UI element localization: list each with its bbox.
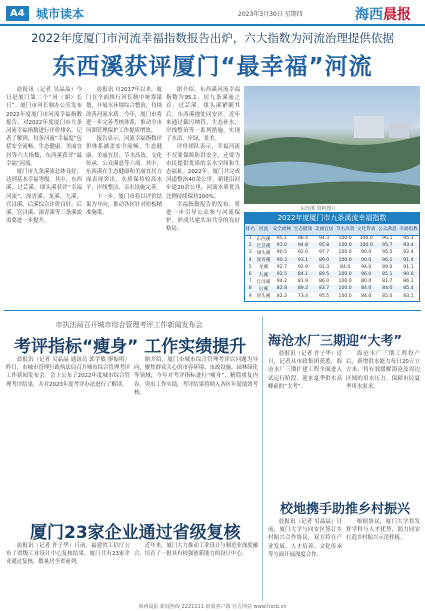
table-cell: 90.0 <box>356 257 377 264</box>
table-cell: 后溪 <box>256 285 272 292</box>
article2-column-2 <box>134 356 258 506</box>
table-cell: 100.0 <box>335 271 356 278</box>
article3-headline: 厦门23家企业通过省级复核 <box>30 523 241 543</box>
table-cell: 81.9 <box>297 279 309 285</box>
table-cell: 83.7 <box>314 285 335 292</box>
table-cell: 9 <box>248 293 252 299</box>
table-cell: 95.1 <box>276 236 288 242</box>
table-row <box>245 249 419 256</box>
table-cell: 7 <box>248 279 252 285</box>
table-cell: 97.7 <box>318 250 330 256</box>
article5-column-1 <box>268 518 342 600</box>
table-cell: 96.1 <box>377 257 398 264</box>
page-header <box>0 0 425 26</box>
page-footer: 海西晨报 新闻热线 2221111 新闻客户端 官方网站 www.hxcb.cn <box>138 604 287 610</box>
table-cell: 95.8 <box>314 242 335 249</box>
table-cell: 91.1 <box>403 264 414 270</box>
article4-column-1 <box>268 350 342 492</box>
section-title: 城市读本 <box>36 7 85 21</box>
table-cell: 91.3 <box>318 264 330 270</box>
table-cell: 深青溪 <box>256 258 271 264</box>
table-row <box>245 257 419 264</box>
table-cell: 100.0 <box>335 257 356 264</box>
table-cell: 5 <box>248 264 252 270</box>
main-column-2 <box>86 86 162 306</box>
table-header-cell: 排名 <box>245 224 256 235</box>
table-title: 2022年度厦门市九条溪流幸福指数 <box>245 213 419 224</box>
table-cell: 90.0 <box>361 250 372 256</box>
main-kicker: 2022年度厦门市河流幸福指数报告出炉，六大指数为河流治理提供依据 <box>31 31 394 45</box>
table-header-cell: 节水高效 <box>335 224 356 235</box>
table-cell: 89.0 <box>382 264 393 270</box>
paragraph: 晨报讯（记者 吴晶晶）今日是厦门第二个“河（湖）长日”。厦门市河长制办公室发布2022年度厦门市河流幸福指数报告，对2022年度厦门市九条河流幸福指数进行评价排名。记者了解到，每条河流“幸福度”包括安全流畅、生态健康、美丽宜居等六大指数，东西溪获评“最幸福”河流。 <box>6 87 82 167</box>
paragraph: 下一步，厦门市将以评价结果为导向，推动各区针对短板精准施策。 <box>86 193 162 217</box>
table-cell: 73.4 <box>297 293 309 299</box>
table-cell: 83.1 <box>403 293 414 299</box>
table-header-cell: 公众满意 <box>377 224 398 235</box>
table-cell: 92.9 <box>297 264 309 270</box>
table-row <box>245 235 419 242</box>
table-cell: 91.0 <box>271 242 292 249</box>
table-cell: 92.7 <box>276 264 288 270</box>
paragraph: 近年来，厦门大力推动工业设计与制造业深度融合，培育了一批具有较强创新能力的设计中心。 <box>134 543 258 558</box>
paragraph: 晨报讯（记者 吴晶晶）日前，厦门大学与同安区签订乡村振兴合作协议，双方将在产业发展、人才培养、文化传承等方面开展深度合作。 <box>268 519 342 558</box>
table-cell: 96.0 <box>356 271 377 278</box>
article3-column-1 <box>6 542 130 600</box>
table-cell: 96.4 <box>297 236 309 242</box>
table-cell: 89.0 <box>314 257 335 264</box>
paragraph: 厦门市九条溪流总体良好，达到基本幸福等级。其中，东西溪、过芸溪、埭头溪获评“幸福河流”，深青溪、龙溪、九溪、官浔溪、后溪综合评价良好，后溪、官浔溪、深青溪等三条溪流需要进一步提升。 <box>6 169 82 225</box>
table-cell: 100.0 <box>356 242 377 249</box>
table-cell: 官浔溪 <box>256 279 271 285</box>
table-cell: 瑶头溪 <box>256 294 271 300</box>
table-cell: 8 <box>245 285 256 292</box>
paragraph: 幸福指数报告的发布，将进一步引导公众参与河流保护，形成共建共治共享的良好格局。 <box>166 201 240 233</box>
table-row <box>245 285 419 292</box>
paragraph: 据介绍，厦门市城市综合管理考评以问题为导向，聚焦群众关心的市容环境、市政设施、园林绿化等领域，今年对考评指标进行“瘦身”，精简重复内容，突出工作实绩。考评结果将纳入各区年度绩效考核。 <box>134 357 258 396</box>
paragraph: 晨报讯（记者 吴晶晶 通讯员 郭学敏 廖振明）昨日，市城市管理行政执法局召开城市综合管理考评工作新闻发布会。会上公布了2022年度城市综合管理考评结果，并对2023年度考评办法进行了解读。 <box>6 357 130 388</box>
table-header-cell: 美丽宜居 <box>314 224 335 235</box>
table-cell: 84.0 <box>361 293 372 299</box>
article3-column-2 <box>134 542 258 600</box>
table-cell: 东西溪 <box>256 236 271 242</box>
table-cell: 90.5 <box>276 250 288 256</box>
section-divider <box>4 310 421 311</box>
table-cell: 4 <box>245 257 256 264</box>
table-header-cell: 生态健康 <box>292 224 313 235</box>
main-column-3 <box>166 86 240 306</box>
table-cell: 100.0 <box>335 285 356 292</box>
table-cell: 95.5 <box>382 250 393 256</box>
table-cell: 84.0 <box>356 285 377 292</box>
paragraph: 海沧水厂三期工程投产后，新增供水能力每日20万立方米，将有效缓解海沧及周边区域的用水压力，保障市民夏季用水需求。 <box>346 351 420 390</box>
paragraph: 晨报讯 自2017年以来，厦门在全面推行河长制中统筹谋划，开展水环境综合整治，持续改善河流水质。今年，厦门市将进一步完善考核体系，推动全市河湖管理保护工作提质增效。 <box>86 87 162 135</box>
table-row <box>245 264 419 271</box>
article5-column-2 <box>346 518 420 600</box>
table-row <box>245 242 419 249</box>
table-cell: 1 <box>248 236 252 242</box>
table-cell: 90.0 <box>398 271 419 278</box>
table-cell: 100.0 <box>338 279 352 285</box>
table-cell: 95.5 <box>318 293 330 299</box>
table-row <box>245 278 419 285</box>
table-cell: 84.0 <box>377 285 398 292</box>
table-cell: 85.1 <box>377 271 398 278</box>
paragraph: 报告显示，河流幸福指数评价体系涵盖安全流畅、生态健康、美丽宜居、节水高效、文化传承、公众满意等六项。其中，东西溪在生态健康和美丽宜居方面表现突出，水质保持较高水平，岸线整洁、亲水设施完善。 <box>86 136 162 192</box>
table-cell: 2 <box>245 242 256 249</box>
main-column-1 <box>6 86 82 306</box>
river-photo-graphic <box>244 86 420 204</box>
paragraph: 据介绍，东西溪河流幸福指数为95.1，居九条溪流之首；过芸溪、埭头溪紧随其后。东西溪地处同安区，近年来通过截污纳管、生态补水、岸线整治等一系列措施，实现了水清、岸绿、景美。 <box>166 87 240 143</box>
table-cell: 94.3 <box>318 236 330 242</box>
article4-column-2 <box>346 350 420 492</box>
table-cell: 84.1 <box>292 271 313 278</box>
table-cell: 90.3 <box>271 257 292 264</box>
article2-column-1 <box>6 356 130 506</box>
table-header-cell: 文化传承 <box>356 224 377 235</box>
table-cell: 95.3 <box>403 236 414 242</box>
table-cell: 92.5 <box>271 271 292 278</box>
table-header-cell: 幸福指数 <box>398 224 419 235</box>
table-cell: 82.8 <box>271 285 292 292</box>
table-cell: 81.7 <box>382 279 393 285</box>
index-table <box>245 224 419 300</box>
table-cell: 100.0 <box>335 242 356 249</box>
table-cell: 100.0 <box>359 236 373 242</box>
table-cell: 92.0 <box>297 250 309 256</box>
table-cell: 82.2 <box>276 293 288 299</box>
article2-kicker: 市执法局召开城市综合管理考评工作新闻发布会 <box>55 321 203 329</box>
table-cell: 3 <box>248 250 252 256</box>
column-divider <box>262 316 263 601</box>
table-row <box>245 293 419 300</box>
table-cell: 92.4 <box>403 250 414 256</box>
table-header-cell: 河流 <box>256 224 272 235</box>
table-cell: 89.2 <box>292 285 313 292</box>
table-cell: 94.8 <box>292 242 313 249</box>
newspaper-logo: 海西晨报 <box>355 7 411 23</box>
river-photo <box>244 86 420 204</box>
table-cell: 84.0 <box>340 264 351 270</box>
paragraph: 根据协议，厦门大学将发挥学科与人才优势，助力同安打造乡村振兴示范样板。 <box>346 519 420 542</box>
article4-headline: 海沧水厂三期迎“大考” <box>268 334 403 349</box>
table-header-cell: 安全流畅 <box>271 224 292 235</box>
table-cell: 86.0 <box>318 279 330 285</box>
article2-headline: 考评指标“瘦身” 工作实绩提升 <box>14 337 247 357</box>
table-cell: 95.7 <box>377 242 398 249</box>
table-cell: 86.1 <box>403 279 414 285</box>
table-cell: 6 <box>245 271 256 278</box>
table-cell: 93.1 <box>292 257 313 264</box>
table-cell: 96.1 <box>382 236 393 242</box>
page-number-badge: A4 <box>6 6 29 21</box>
table-cell: 85.0 <box>382 293 393 299</box>
main-headline: 东西溪获评厦门“最幸福”河流 <box>52 54 373 80</box>
table-cell: 100.0 <box>338 293 352 299</box>
table-cell: 龙溪 <box>258 265 269 271</box>
table-cell: 94.2 <box>276 279 288 285</box>
table-cell: 89.5 <box>314 271 335 278</box>
table-cell: 93.4 <box>398 242 419 249</box>
paragraph: 评价团队表示，幸福河流不仅要保障防洪安全，还要为市民提供优质的亲水空间和生态福祉。2022年，厦门共完成河道整治40余公里，新建沿河步道20余公里，河流水质优良比例持续保持100%。 <box>166 144 240 200</box>
table-cell: 91.4 <box>398 257 419 264</box>
table-cell: 九溪 <box>256 271 272 278</box>
table-cell: 过芸溪 <box>256 243 271 249</box>
paragraph: 晨报讯（记者 许子华）近日，记者从市政集团获悉，海沧水厂三期扩建工程全面进入试运行阶段，迎来夏季供水高峰前的“大考”。 <box>268 351 342 390</box>
table-cell: 埭头溪 <box>256 250 271 256</box>
paragraph: 晨报讯（记者 许子华）日前，福建省工信厅公布了省级工业设计中心复核结果，厦门共有23家企业通过复核，数量居全省前列。 <box>6 543 130 566</box>
table-row <box>245 271 419 278</box>
table-cell: 80.0 <box>361 279 372 285</box>
table-cell: 94.0 <box>361 264 372 270</box>
article5-headline: 校地携手助推乡村振兴 <box>280 502 411 517</box>
table-cell: 100.0 <box>338 250 352 256</box>
river-index-table <box>244 212 420 302</box>
photo-caption: 东西溪 资料图片 <box>300 206 337 212</box>
issue-date: 2023年3月30日 星期四 <box>238 11 303 18</box>
table-cell: 85.4 <box>398 285 419 292</box>
table-cell: 100.0 <box>338 236 352 242</box>
